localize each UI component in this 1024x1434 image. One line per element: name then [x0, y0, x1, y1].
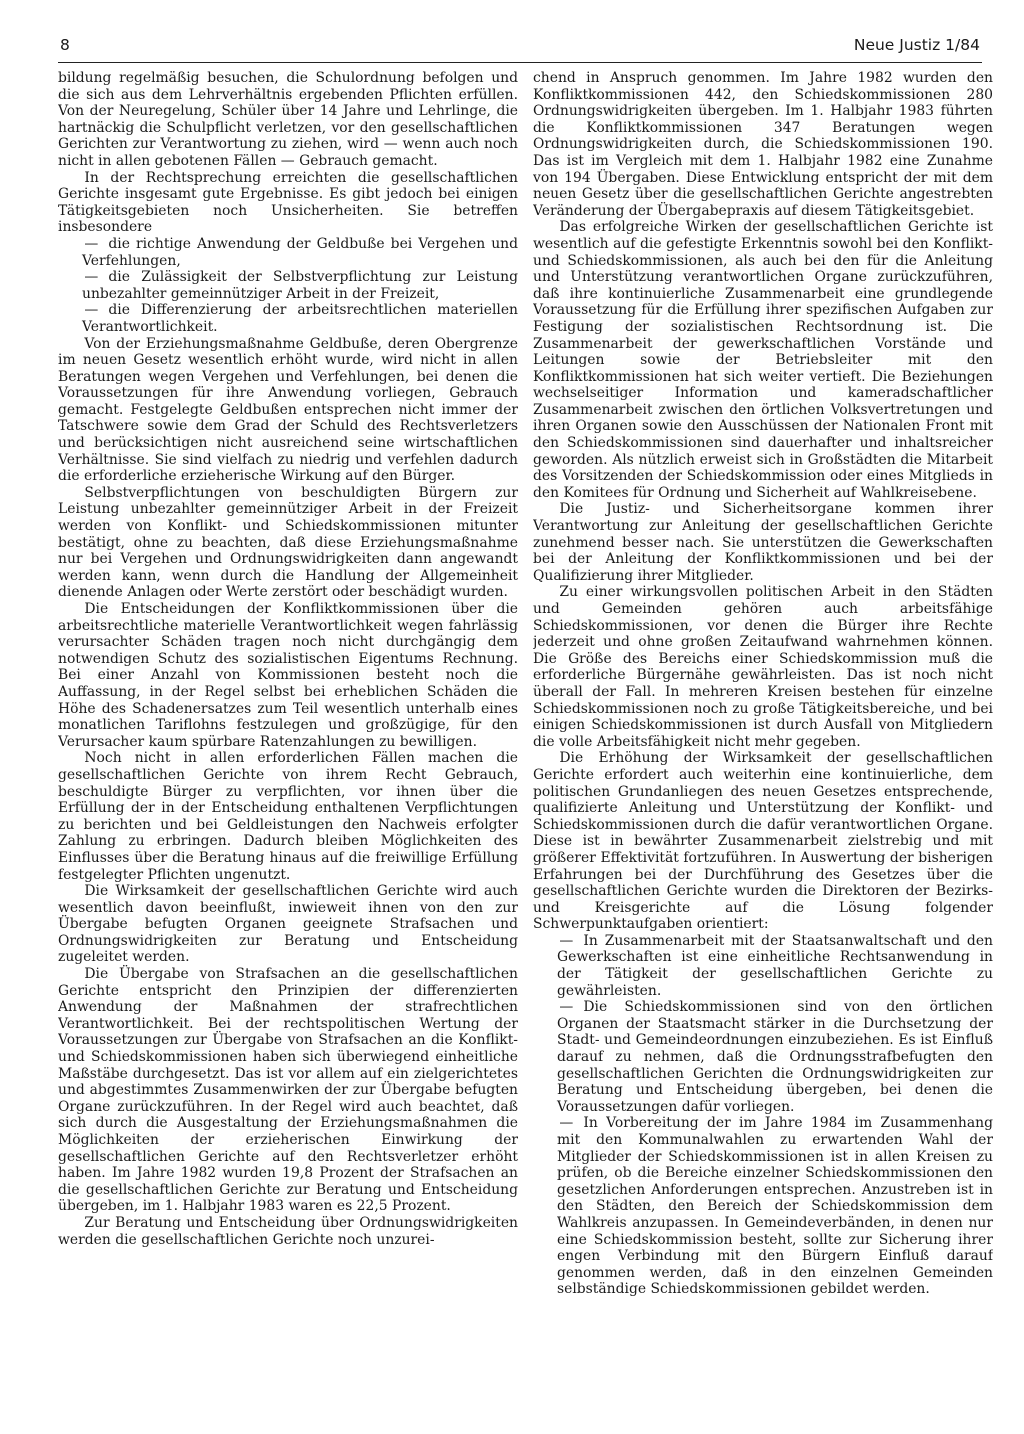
dash-list-item: — In Vorbereitung der im Jahre 1984 im Zusammenhang mit den Kommunalwahlen zu erwartenden Wahl der Mitglieder der Schiedskommissionen ist in allen Kreisen zu prüfen, ob die Bereiche einzelner Schiedskommissionen den gesetzlichen Anforderungen entsprechen. Anzustreben ist in den Städten, den Bereich der Schiedskommission dem Wahlkreis anzupassen. In Gemeindeverbänden, in denen nur eine Schiedskommission besteht, sollte zur Sicherung ihrer engen Verbindung mit den Bürgern Einfluß darauf genommen werden, daß in den einzelnen Gemeinden selbständige Schiedskommissionen gebildet werden.	[533, 1115, 993, 1298]
paragraph: Zu einer wirkungsvollen politischen Arbeit in den Städten und Gemeinden gehören auch arbeitsfähige Schiedskommissionen, vor denen die Bürger ihre Rechte jederzeit und ohne großen Zeitaufwand wahrnehmen können. Die Größe des Bereichs einer Schiedskommission muß die erforderliche Bürgernähe gewährleisten. Das ist noch nicht überall der Fall. In mehreren Kreisen bestehen für einzelne Schiedskommissionen noch zu große Tätigkeitsbereiche, und bei einigen Schiedskommissionen ist durch Ausfall von Mitgliedern die volle Arbeitsfähigkeit nicht mehr gegeben.	[533, 584, 993, 750]
page-number: 8	[60, 36, 70, 54]
paragraph: Die Entscheidungen der Konfliktkommissionen über die arbeitsrechtliche materielle Verantwortlichkeit wegen fahrlässig verursachter Schäden tragen noch nicht durchgängig dem notwendigen Schutz des sozialistischen Eigentums Rechnung. Bei einer Anzahl von Kommissionen besteht noch die Auffassung, in der Regel selbst bei erheblichen Schäden die Höhe des Schadenersatzes zum Teil wesentlich unterhalb eines monatlichen Tariflohns festzulegen und großzügige, für den Verursacher kaum spürbare Ratenzahlungen zu bewilligen.	[58, 601, 518, 750]
dash-list-item: — die richtige Anwendung der Geldbuße bei Vergehen und Verfehlungen,	[58, 236, 518, 269]
left-column	[58, 70, 518, 1400]
paragraph: Noch nicht in allen erforderlichen Fällen machen die gesellschaftlichen Gerichte von ihrem Recht Gebrauch, beschuldigte Bürger zu verpflichten, vor ihnen über die Erfüllung der in der Entscheidung enthaltenen Verpflichtungen zu berichten und bei Geldleistungen den Nachweis erfolgter Zahlung zu erbringen. Dadurch bleiben Möglichkeiten des Einflusses über die Beratung hinaus auf die freiwillige Erfüllung festgelegter Pflichten ungenutzt.	[58, 750, 518, 883]
paragraph: Die Erhöhung der Wirksamkeit der gesellschaftlichen Gerichte erfordert auch weiterhin eine kontinuierliche, dem politischen Grundanliegen des neuen Gesetzes entsprechende, qualifizierte Anleitung und Unterstützung der Konflikt- und Schiedskommissionen durch die dafür verantwortlichen Organe. Diese ist in bewährter Zusammenarbeit zielstrebig und mit größerer Effektivität fortzuführen. In Auswertung der bisherigen Erfahrungen bei der Durchführung des Gesetzes über die gesellschaftlichen Gerichte wurden die Direktoren der Bezirks- und Kreisgerichte auf die Lösung folgender Schwerpunktaufgaben orientiert:	[533, 750, 993, 933]
right-column	[533, 70, 993, 1400]
dash-list-item: — die Differenzierung der arbeitsrechtlichen materiellen Verantwortlichkeit.	[58, 302, 518, 335]
paragraph: Das erfolgreiche Wirken der gesellschaftlichen Gerichte ist wesentlich auf die gefestigte Erkenntnis sowohl bei den Konflikt- und Schiedskommissionen, als auch bei den für die Anleitung und Unterstützung verantwortlichen Organe zurückzuführen, daß ihre kontinuierliche Zusammenarbeit eine grundlegende Voraussetzung für die Erfüllung ihrer spezifischen Aufgaben zur Festigung der sozialistischen Rechtsordnung ist. Die Zusammenarbeit der gewerkschaftlichen Vorstände und Leitungen sowie der Betriebsleiter mit den Konfliktkommissionen hat sich weiter vertieft. Die Beziehungen wechselseitiger Information und kameradschaftlicher Zusammenarbeit zwischen den örtlichen Volksvertretungen und ihren Organen sowie den Ausschüssen der Nationalen Front mit den Schiedskommissionen sind dauerhafter und inhaltsreicher geworden. Als nützlich erweist sich in Großstädten die Mitarbeit des Vorsitzenden der Schiedskommission oder eines Mitglieds in den Komitees für Ordnung und Sicherheit auf Wahlkreisebene.	[533, 219, 993, 501]
paragraph: Die Übergabe von Strafsachen an die gesellschaftlichen Gerichte entspricht den Prinzipien der differenzierten Anwendung der Maßnahmen der strafrechtlichen Verantwortlichkeit. Bei der rechtspolitischen Wertung der Voraussetzungen zur Übergabe von Strafsachen an die Konflikt- und Schiedskommissionen haben sich überwiegend einheitliche Maßstäbe durchgesetzt. Das ist vor allem auf ein zielgerichtetes und abgestimmtes Zusammenwirken der zur Übergabe befugten Organe zurückzuführen. In der Regel wird auch beachtet, daß sich durch die Ausgestaltung der Erziehungsmaßnahmen die Möglichkeiten der erzieherischen Einwirkung der gesellschaftlichen Gerichte auf den Rechtsverletzer erhöht haben. Im Jahre 1982 wurden 19,8 Prozent der Strafsachen an die gesellschaftlichen Gerichte zur Beratung und Entscheidung übergeben, im 1. Halbjahr 1983 waren es 22,5 Prozent.	[58, 966, 518, 1215]
paragraph: Die Justiz- und Sicherheitsorgane kommen ihrer Verantwortung zur Anleitung der gesellschaftlichen Gerichte zunehmend besser nach. Sie unterstützen die Gewerkschaften bei der Anleitung der Konfliktkommissionen und bei der Qualifizierung ihrer Mitglieder.	[533, 501, 993, 584]
page-header	[58, 32, 982, 63]
journal-issue: Neue Justiz 1/84	[853, 36, 980, 54]
paragraph: In der Rechtsprechung erreichten die gesellschaftlichen Gerichte insgesamt gute Ergebnisse. Es gibt jedoch bei einigen Tätigkeitsgebieten noch Unsicherheiten. Sie betreffen insbesondere	[58, 169, 518, 236]
paragraph: bildung regelmäßig besuchen, die Schulordnung befolgen und die sich aus dem Lehrverhältnis ergebenden Pflichten erfüllen. Von der Neuregelung, Schüler über 14 Jahre und Lehrlinge, die hartnäckig die Schulpflicht verletzen, vor den gesellschaftlichen Gerichten zur Verantwortung zu ziehen, wird — wenn auch noch nicht in allen gebotenen Fällen — Gebrauch gemacht.	[58, 70, 518, 169]
paragraph: Zur Beratung und Entscheidung über Ordnungswidrigkeiten werden die gesellschaftlichen Gerichte noch unzurei-	[58, 1214, 518, 1248]
dash-list-item: — Die Schiedskommissionen sind von den örtlichen Organen der Staatsmacht stärker in die Durchsetzung der Stadt- und Gemeindeordnungen einzubeziehen. Es ist Einfluß darauf zu nehmen, daß die Ordnungsstrafbefugten den gesellschaftlichen Gerichten die Ordnungswidrigkeiten zur Beratung und Entscheidung übergeben, bei denen die Voraussetzungen dafür vorliegen.	[533, 999, 993, 1115]
paragraph: Von der Erziehungsmaßnahme Geldbuße, deren Obergrenze im neuen Gesetz wesentlich erhöht wurde, wird nicht in allen Beratungen wegen Vergehen und Verfehlungen, bei denen die Voraussetzungen für ihre Anwendung vorliegen, Gebrauch gemacht. Festgelegte Geldbußen entsprechen nicht immer der Tatschwere sowie dem Grad der Schuld des Rechtsverletzers und berücksichtigen nicht ausreichend seine wirtschaftlichen Verhältnisse. Sie sind vielfach zu niedrig und verfehlen dadurch die erforderliche erzieherische Wirkung auf den Bürger.	[58, 335, 518, 485]
dash-list-item: — In Zusammenarbeit mit der Staatsanwaltschaft und den Gewerkschaften ist eine einheitliche Rechtsanwendung in der Tätigkeit der gesellschaftlichen Gerichte zu gewährleisten.	[533, 933, 993, 999]
dash-list-item: — die Zulässigkeit der Selbstverpflichtung zur Leistung unbezahlter gemeinnütziger Arbeit in der Freizeit,	[58, 269, 518, 302]
paragraph: Selbstverpflichtungen von beschuldigten Bürgern zur Leistung unbezahlter gemeinnütziger Arbeit in der Freizeit werden von Konflikt- und Schiedskommissionen mitunter bestätigt, ohne zu beachten, daß diese Erziehungsmaßnahme nur bei Vergehen und Ordnungswidrigkeiten dann angewandt werden kann, wenn durch die Handlung der Allgemeinheit dienende Anlagen oder Werte zerstört oder beschädigt wurden.	[58, 484, 518, 601]
paragraph: chend in Anspruch genommen. Im Jahre 1982 wurden den Konfliktkommissionen 442, den Schiedskommissionen 280 Ordnungswidrigkeiten übergeben. Im 1. Halbjahr 1983 führten die Konfliktkommissionen 347 Beratungen wegen Ordnungswidrigkeiten durch, die Schiedskommissionen 190. Das ist im Vergleich mit dem 1. Halbjahr 1982 eine Zunahme von 194 Übergaben. Diese Entwicklung entspricht der mit dem neuen Gesetz über die gesellschaftlichen Gerichte angestrebten Veränderung der Übergabepraxis auf diesem Tätigkeitsgebiet.	[533, 70, 993, 219]
paragraph: Die Wirksamkeit der gesellschaftlichen Gerichte wird auch wesentlich davon beeinflußt, inwieweit ihnen von den zur Übergabe befugten Organen geeignete Strafsachen und Ordnungswidrigkeiten zur Beratung und Entscheidung zugeleitet werden.	[58, 883, 518, 966]
